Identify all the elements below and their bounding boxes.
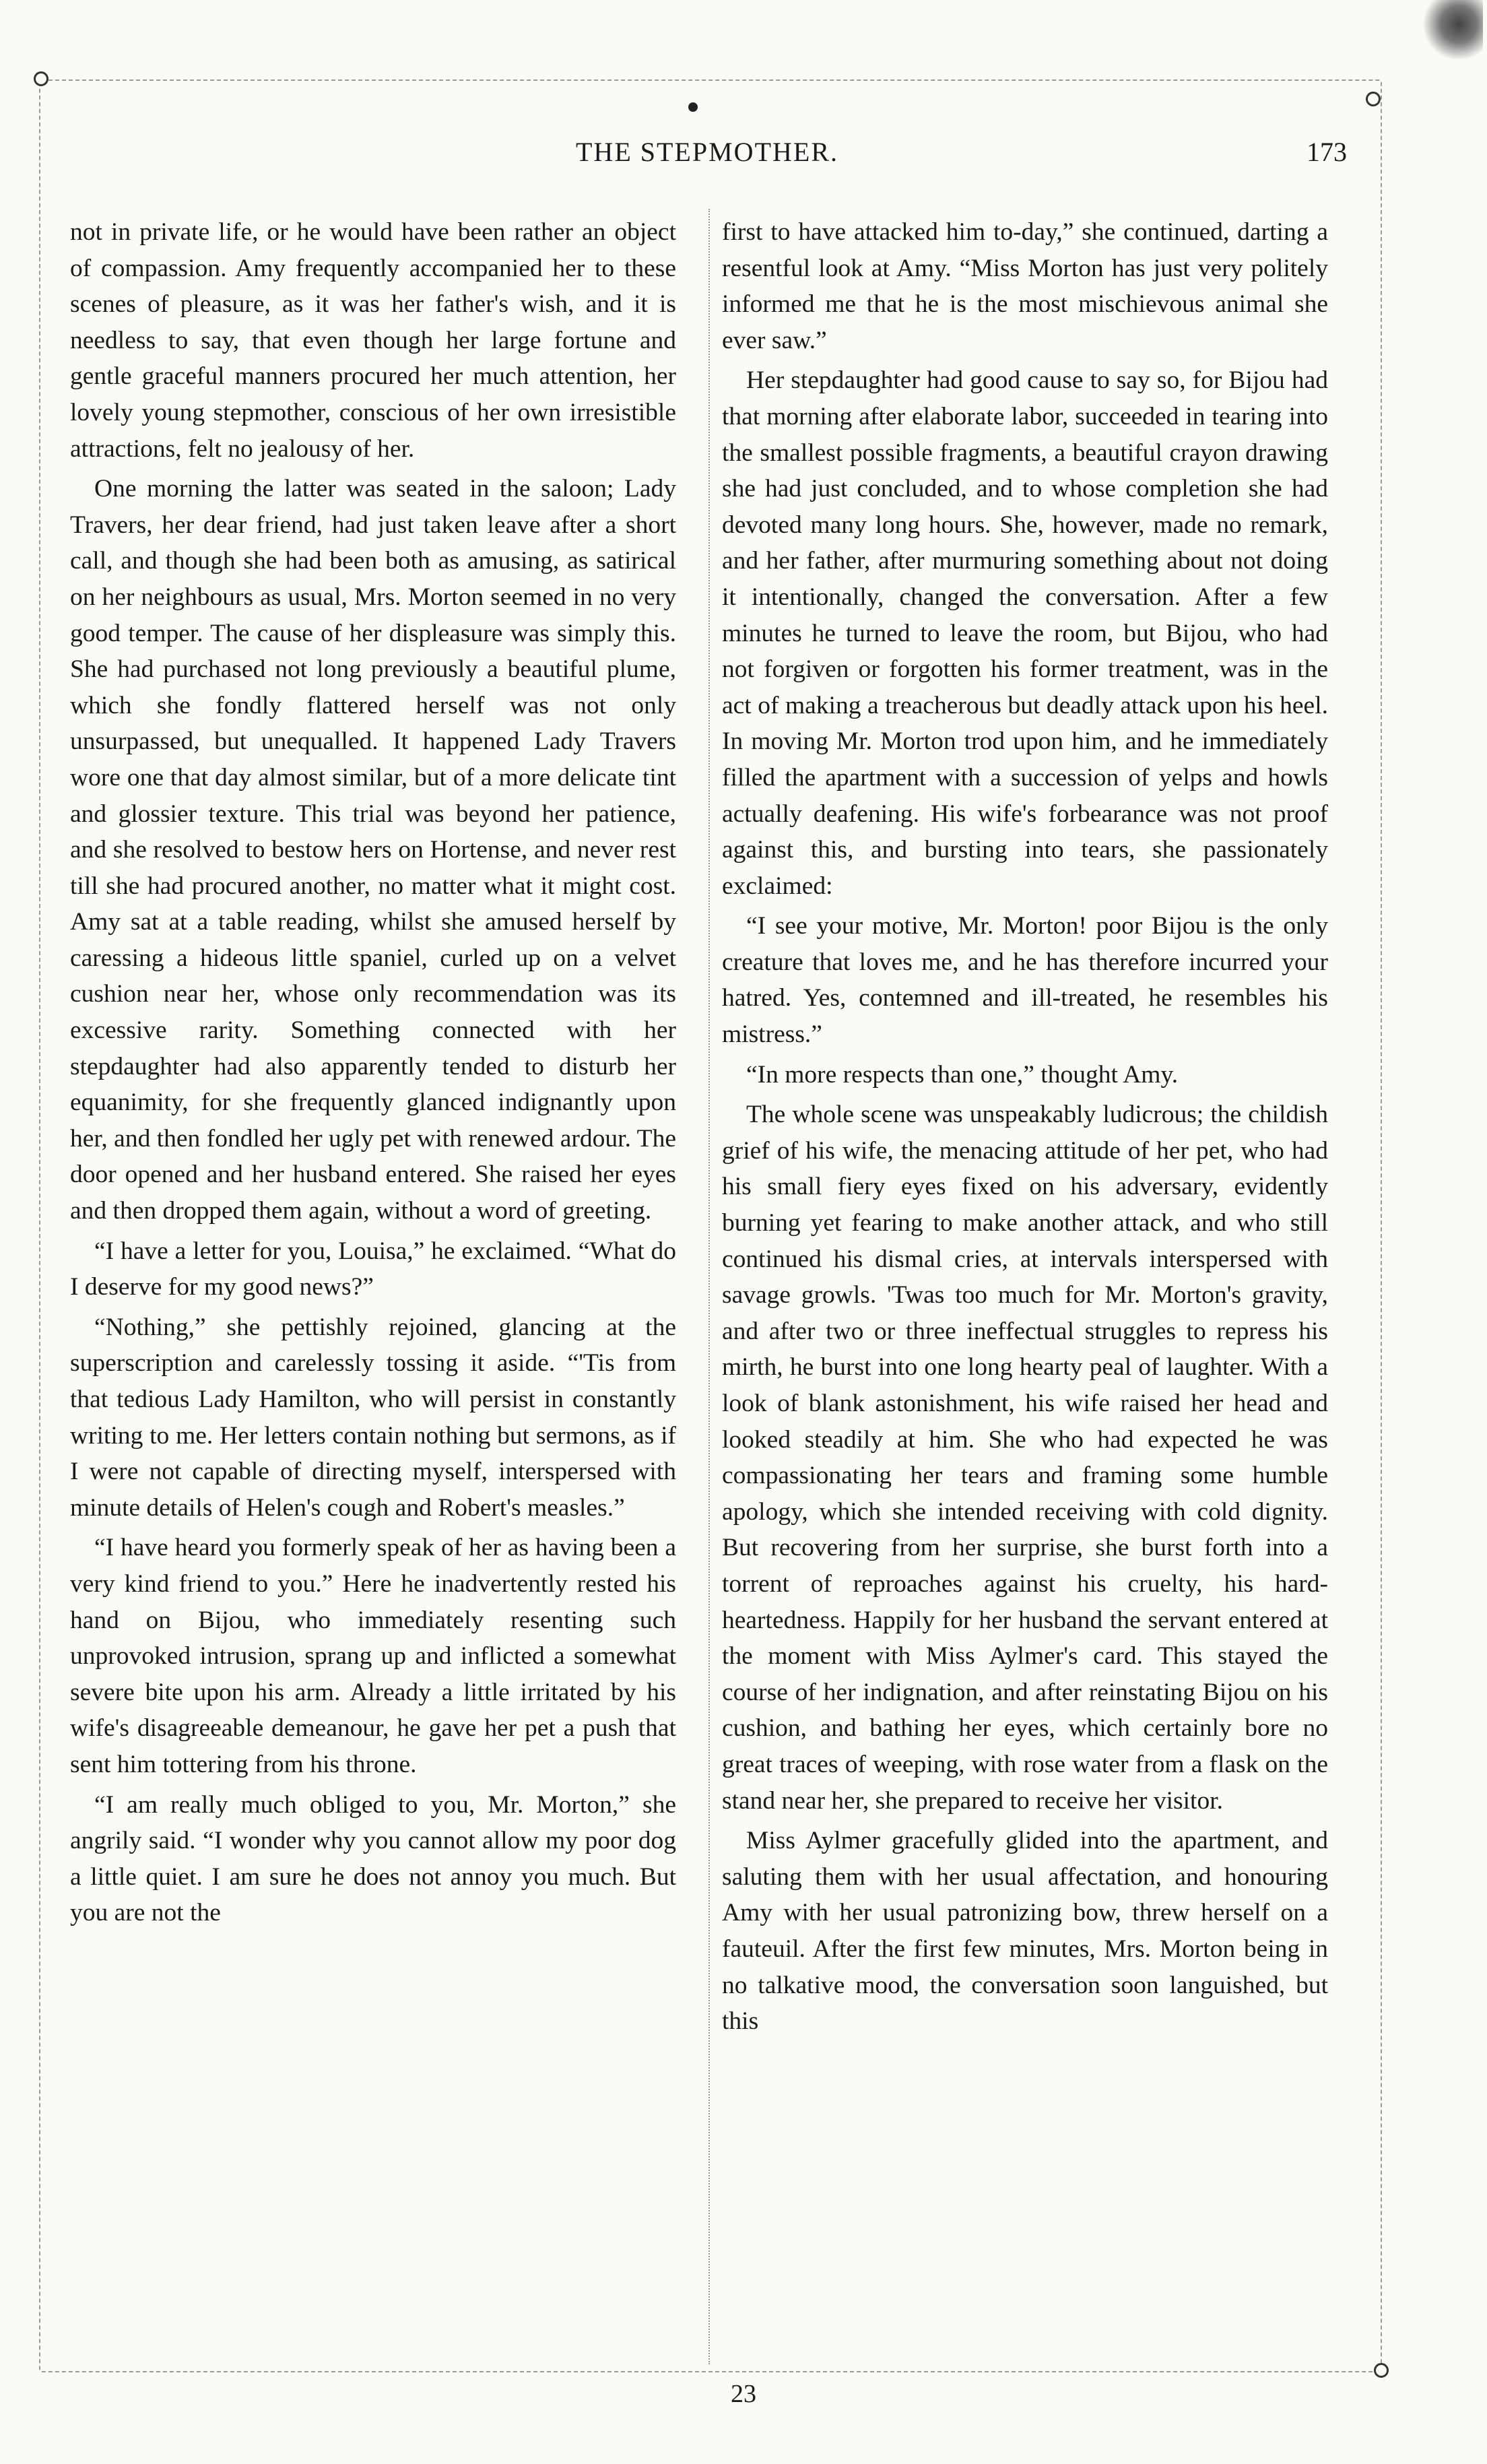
printer-signature: 23 (731, 2380, 756, 2408)
ink-speck (1422, 0, 1483, 61)
corner-ornament-top-left (34, 71, 48, 86)
paragraph: “I have a letter for you, Louisa,” he exclaimed. “What do I deserve for my good news?” (70, 1237, 676, 1301)
paragraph: One morning the latter was seated in the saloon; Lady Travers, her dear friend, had just taken leave after a short call, and though she had been both as amusing, as satirical on her neighbours as usual, Mrs. Morton seemed in no very good temper. The cause of her displeasure was simply this. She had purchased not long previously a beautiful plume, which she fondly flattered herself was not only unsurpassed, but unequalled. It happened Lady Travers wore one that day almost similar, but of a more delicate tint and glossier texture. This trial was beyond her patience, and she resolved to bestow hers on Hortense, and never rest till she had procured another, no matter what it might cost. Amy sat at a table reading, whilst she amused herself by caressing a hideous little spaniel, curled up on a velvet cushion near her, whose only recommendation was its excessive rarity. Something connected with her stepdaughter had also apparently tended to disturb her equanimity, for she frequently glanced indignantly upon her, and then fondled her ugly pet with renewed ardour. The door opened and her husband entered. She raised her eyes and then dropped them again, without a word of greeting. (70, 475, 676, 1225)
column-divider (708, 209, 710, 2364)
paragraph: “Nothing,” she pettishly rejoined, glancing at the superscription and carelessly tossing it aside. “'Tis from that tedious Lady Hamilton, who will persist in constantly writing to me. Her letters contain nothing but sermons, as if I were not capable of directing myself, interspersed with minute details of Helen's cough and Robert's measles.” (70, 1313, 676, 1522)
paragraph: not in private life, or he would have been rather an object of compassion. Amy frequently accompanied her to these scenes of pleasure, as it was her father's wish, and it is needless to say, that even though her large fortune and gentle graceful manners procured her much attention, her lovely young stepmother, conscious of her own irresistible attractions, felt no jealousy of her. (70, 218, 676, 463)
page-number: 173 (1307, 137, 1347, 167)
header-bullet-ornament (688, 102, 698, 112)
left-column (70, 214, 676, 1935)
right-column (722, 214, 1328, 2044)
paragraph: “I have heard you formerly speak of her as having been a very kind friend to you.” Here he inadvertently rested his hand on Bijou, who immediately resenting such unprovoked intrusion, sprang up and inflicted a somewhat severe bite upon his arm. Already a little irritated by his wife's disagreeable demeanour, he gave her pet a push that sent him tottering from his throne. (70, 1534, 676, 1778)
running-title: THE STEPMOTHER. (576, 137, 838, 167)
paragraph: Her stepdaughter had good cause to say so, for Bijou had that morning after elaborate labor, succeeded in tearing into the smallest possible fragments, a beautiful crayon drawing she had just concluded, and to whose completion she had devoted many long hours. She, however, made no remark, and her father, after murmuring something about not doing it intentionally, changed the conversation. After a few minutes he turned to leave the room, but Bijou, who had not forgiven or forgotten his former treatment, was in the act of making a treacherous but deadly attack upon his heel. In moving Mr. Morton trod upon him, and he immediately filled the apartment with a succession of yelps and howls actually deafening. His wife's forbearance was not proof against this, and bursting into tears, she passionately exclaimed: (722, 366, 1328, 900)
paragraph: The whole scene was unspeakably ludicrous; the childish grief of his wife, the menacing attitude of her pet, who had his small fiery eyes fixed on his adversary, evidently burning yet fearing to make another attack, and who still continued his dismal cries, at intervals interspersed with savage growls. 'Twas too much for Mr. Morton's gravity, and after two or three ineffectual struggles to repress his mirth, he burst into one long hearty peal of laughter. With a look of blank astonishment, his wife raised her head and looked steadily at him. She who had expected he was compassionating her tears and framing some humble apology, which she intended receiving with cold dignity. But recovering from her surprise, she burst forth into a torrent of reproaches against his cruelty, his hard-heartedness. Happily for her husband the servant entered at the moment with Miss Aylmer's card. This stayed the course of her indignation, and after reinstating Bijou on his cushion, and bathing her eyes, which certainly bore no great traces of weeping, with rose water from a flask on the stand near her, she prepared to receive her visitor. (722, 1101, 1328, 1815)
corner-ornament-bottom-right (1374, 2363, 1389, 2378)
corner-ornament-top-right (1366, 92, 1381, 106)
paragraph: first to have attacked him to-day,” she continued, darting a resentful look at Amy. “Miss Morton has just very politely informed me that he is the most mischievous animal she ever saw.” (722, 218, 1328, 354)
page-header (67, 129, 1347, 176)
paragraph: “In more respects than one,” thought Amy. (746, 1060, 1179, 1089)
paragraph: “I see your motive, Mr. Morton! poor Bijou is the only creature that loves me, and he has therefore incurred your hatred. Yes, contemned and ill-treated, he resembles his mistress.” (722, 912, 1328, 1049)
paragraph: Miss Aylmer gracefully glided into the apartment, and saluting them with her usual affectation, and honouring Amy with her usual patronizing bow, threw herself on a fauteuil. After the first few minutes, Mrs. Morton being in no talkative mood, the conversation soon languished, but this (722, 1827, 1328, 2036)
paragraph: “I am really much obliged to you, Mr. Morton,” she angrily said. “I wonder why you cannot allow my poor dog a little quiet. I am sure he does not annoy you much. But you are not the (70, 1790, 676, 1927)
